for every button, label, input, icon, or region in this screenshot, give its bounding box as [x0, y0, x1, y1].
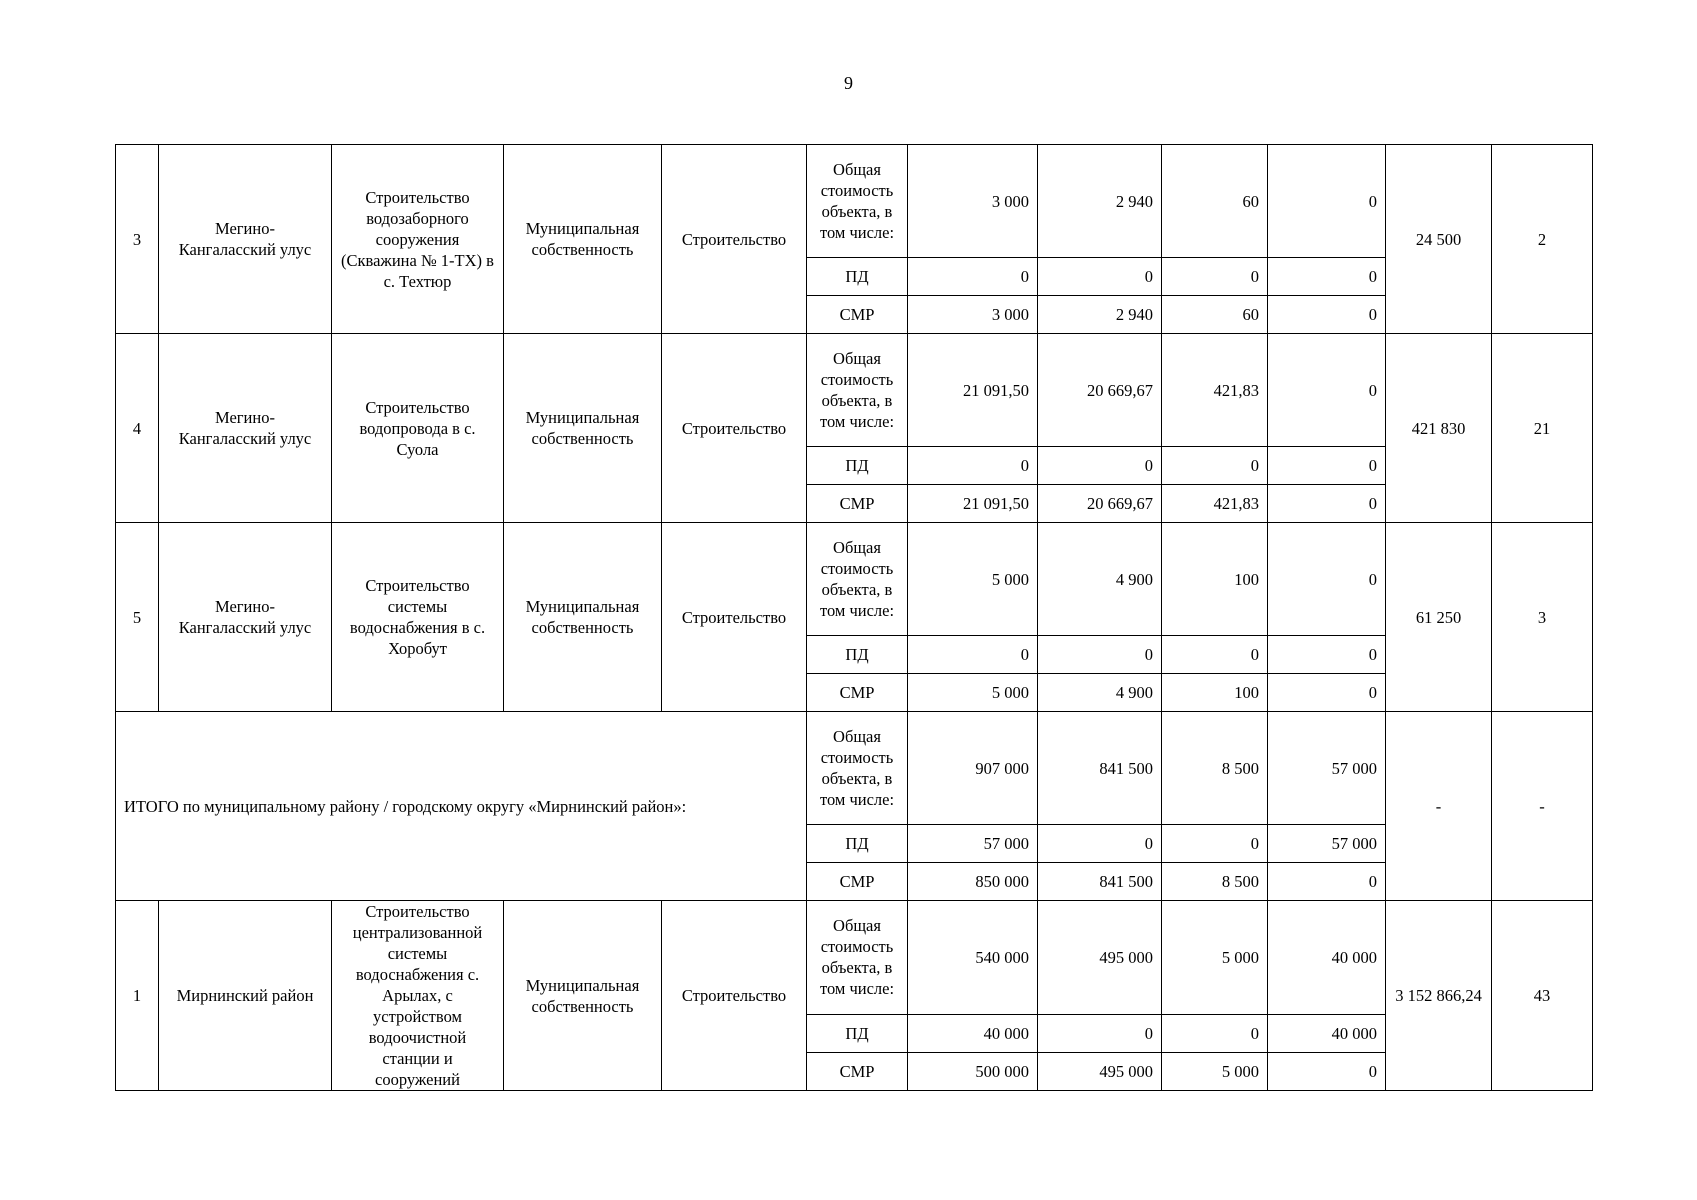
- total-value: 100: [1162, 523, 1268, 636]
- smr-value: 0: [1268, 863, 1386, 901]
- row-number: 3: [116, 145, 159, 334]
- pd-value: 0: [1038, 636, 1162, 674]
- district-cell: Мегино-Кангаласский улус: [159, 523, 332, 712]
- table-row: [116, 334, 1593, 447]
- total-value: 21 091,50: [908, 334, 1038, 447]
- work-type-cell: Строительство: [662, 334, 807, 523]
- capacity-cell: 3 152 866,24: [1386, 901, 1492, 1091]
- total-value: 8 500: [1162, 712, 1268, 825]
- district-cell: Мирнинский район: [159, 901, 332, 1091]
- ownership-cell: Муниципальная собственность: [504, 334, 662, 523]
- smr-value: 495 000: [1038, 1052, 1162, 1090]
- object-name-cell: Строительство системы водоснабжения в с. Хоробут: [332, 523, 504, 712]
- totals-label: ИТОГО по муниципальному району / городскому округу «Мирнинский район»:: [116, 712, 807, 901]
- pd-value: 0: [1162, 636, 1268, 674]
- pd-value: 0: [908, 636, 1038, 674]
- pd-value: 0: [1162, 825, 1268, 863]
- pd-value: 0: [1162, 1014, 1268, 1052]
- work-type-cell: Строительство: [662, 145, 807, 334]
- count-cell: 3: [1492, 523, 1593, 712]
- total-value: 5 000: [908, 523, 1038, 636]
- smr-value: 21 091,50: [908, 485, 1038, 523]
- ownership-cell: Муниципальная собственность: [504, 145, 662, 334]
- capacity-cell: 421 830: [1386, 334, 1492, 523]
- pd-label: ПД: [807, 636, 908, 674]
- pd-label: ПД: [807, 258, 908, 296]
- smr-value: 0: [1268, 296, 1386, 334]
- work-type-cell: Строительство: [662, 901, 807, 1091]
- count-cell: 2: [1492, 145, 1593, 334]
- smr-value: 5 000: [1162, 1052, 1268, 1090]
- count-cell: 43: [1492, 901, 1593, 1091]
- smr-value: 4 900: [1038, 674, 1162, 712]
- ownership-cell: Муниципальная собственность: [504, 901, 662, 1091]
- total-value: 60: [1162, 145, 1268, 258]
- row-number: 1: [116, 901, 159, 1091]
- smr-value: 0: [1268, 674, 1386, 712]
- smr-value: 421,83: [1162, 485, 1268, 523]
- pd-value: 0: [1038, 258, 1162, 296]
- smr-value: 20 669,67: [1038, 485, 1162, 523]
- work-type-cell: Строительство: [662, 523, 807, 712]
- smr-value: 60: [1162, 296, 1268, 334]
- smr-value: 3 000: [908, 296, 1038, 334]
- total-value: 4 900: [1038, 523, 1162, 636]
- total-value: 540 000: [908, 901, 1038, 1015]
- totals-row: [116, 712, 1593, 825]
- cost-total-label: Общая стоимость объекта, в том числе:: [807, 901, 908, 1015]
- smr-value: 850 000: [908, 863, 1038, 901]
- cost-total-label: Общая стоимость объекта, в том числе:: [807, 145, 908, 258]
- smr-value: 841 500: [1038, 863, 1162, 901]
- count-cell: -: [1492, 712, 1593, 901]
- total-value: 5 000: [1162, 901, 1268, 1015]
- row-number: 4: [116, 334, 159, 523]
- total-value: 0: [1268, 145, 1386, 258]
- district-cell: Мегино-Кангаласский улус: [159, 334, 332, 523]
- smr-label: СМР: [807, 485, 908, 523]
- smr-value: 0: [1268, 1052, 1386, 1090]
- pd-value: 0: [1268, 636, 1386, 674]
- object-name-cell: Строительство водопровода в с. Суола: [332, 334, 504, 523]
- object-name-cell: Строительство централизованной системы водоснабжения с. Арылах, с устройством водоочистной станции и сооружений: [332, 901, 504, 1091]
- total-value: 0: [1268, 334, 1386, 447]
- pd-label: ПД: [807, 1014, 908, 1052]
- table-row: [116, 523, 1593, 636]
- smr-value: 8 500: [1162, 863, 1268, 901]
- smr-value: 5 000: [908, 674, 1038, 712]
- count-cell: 21: [1492, 334, 1593, 523]
- district-cell: Мегино-Кангаласский улус: [159, 145, 332, 334]
- capacity-cell: 61 250: [1386, 523, 1492, 712]
- total-value: 841 500: [1038, 712, 1162, 825]
- pd-label: ПД: [807, 447, 908, 485]
- pd-label: ПД: [807, 825, 908, 863]
- table-row: [116, 901, 1593, 1015]
- pd-value: 0: [908, 258, 1038, 296]
- pd-value: 0: [1038, 825, 1162, 863]
- cost-total-label: Общая стоимость объекта, в том числе:: [807, 523, 908, 636]
- table-row: [116, 145, 1593, 258]
- pd-value: 0: [908, 447, 1038, 485]
- total-value: 40 000: [1268, 901, 1386, 1015]
- smr-value: 100: [1162, 674, 1268, 712]
- capacity-cell: 24 500: [1386, 145, 1492, 334]
- smr-value: 2 940: [1038, 296, 1162, 334]
- pd-value: 0: [1162, 447, 1268, 485]
- object-name-cell: Строительство водозаборного сооружения (Скважина № 1-ТХ) в с. Техтюр: [332, 145, 504, 334]
- total-value: 20 669,67: [1038, 334, 1162, 447]
- total-value: 0: [1268, 523, 1386, 636]
- smr-label: СМР: [807, 863, 908, 901]
- page-number: 9: [844, 73, 853, 93]
- investment-objects-table: [115, 144, 1593, 1091]
- cost-total-label: Общая стоимость объекта, в том числе:: [807, 712, 908, 825]
- pd-value: 0: [1162, 258, 1268, 296]
- ownership-cell: Муниципальная собственность: [504, 523, 662, 712]
- total-value: 3 000: [908, 145, 1038, 258]
- smr-label: СМР: [807, 674, 908, 712]
- pd-value: 0: [1268, 447, 1386, 485]
- smr-value: 0: [1268, 485, 1386, 523]
- pd-value: 0: [1038, 447, 1162, 485]
- row-number: 5: [116, 523, 159, 712]
- total-value: 907 000: [908, 712, 1038, 825]
- pd-value: 40 000: [1268, 1014, 1386, 1052]
- pd-value: 57 000: [1268, 825, 1386, 863]
- smr-label: СМР: [807, 1052, 908, 1090]
- total-value: 495 000: [1038, 901, 1162, 1015]
- total-value: 421,83: [1162, 334, 1268, 447]
- total-value: 2 940: [1038, 145, 1162, 258]
- smr-value: 500 000: [908, 1052, 1038, 1090]
- pd-value: 0: [1268, 258, 1386, 296]
- capacity-cell: -: [1386, 712, 1492, 901]
- pd-value: 57 000: [908, 825, 1038, 863]
- pd-value: 40 000: [908, 1014, 1038, 1052]
- pd-value: 0: [1038, 1014, 1162, 1052]
- cost-total-label: Общая стоимость объекта, в том числе:: [807, 334, 908, 447]
- smr-label: СМР: [807, 296, 908, 334]
- total-value: 57 000: [1268, 712, 1386, 825]
